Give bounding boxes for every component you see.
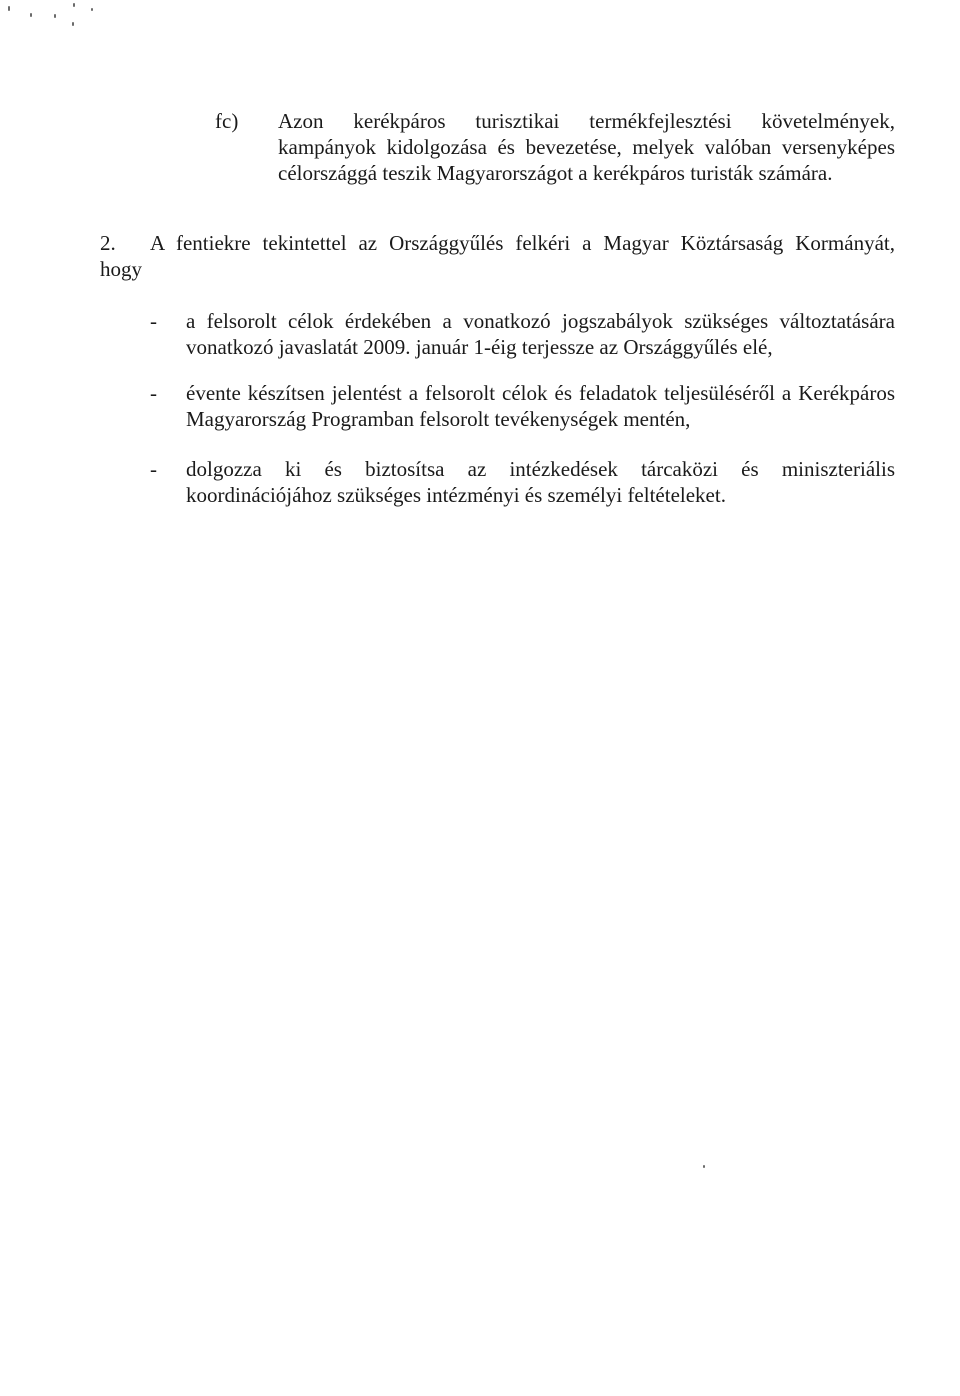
scan-speck — [72, 22, 74, 26]
list-item-line-2: Magyarország Programban felsorolt tevékenységek mentén, — [186, 407, 691, 431]
scan-speck — [703, 1165, 705, 1168]
scan-speck — [8, 6, 10, 11]
list-item — [186, 456, 895, 508]
list-item-line-2: koordinációjához szükséges intézményi és személyi feltételeket. — [186, 483, 726, 507]
list-dash: - — [150, 457, 157, 481]
section-intro — [150, 230, 895, 256]
list-item-line-1: dolgozza ki és biztosítsa az intézkedések tárcaközi és miniszteriális — [186, 457, 895, 481]
list-item — [186, 380, 895, 432]
section-intro-line-1: A fentiekre tekintettel az Országgyűlés felkéri a Magyar Köztársaság Kormányát, — [150, 231, 895, 255]
scan-speck — [30, 13, 32, 17]
list-item-line-1: évente készítsen jelentést a felsorolt célok és feladatok teljesüléséről a Kerékpáros — [186, 381, 895, 405]
scan-speck — [91, 8, 93, 11]
scan-speck — [54, 14, 56, 18]
fc-line-2: kampányok kidolgozása és bevezetése, melyek valóban versenyképes — [278, 135, 895, 159]
list-item — [186, 308, 895, 360]
fc-paragraph — [278, 108, 895, 186]
scan-speck — [73, 3, 75, 7]
item-label-fc: fc) — [215, 109, 239, 133]
list-item-line-1: a felsorolt célok érdekében a vonatkozó jogszabályok szükséges változtatására — [186, 309, 895, 333]
fc-line-1: Azon kerékpáros turisztikai termékfejlesztési követelmények, — [278, 109, 895, 133]
fc-line-3: célországgá teszik Magyarországot a kerékpáros turisták számára. — [278, 161, 833, 185]
list-item-line-2: vonatkozó javaslatát 2009. január 1-éig terjessze az Országgyűlés elé, — [186, 335, 773, 359]
section-number: 2. — [100, 231, 116, 255]
list-dash: - — [150, 309, 157, 333]
list-dash: - — [150, 381, 157, 405]
section-intro-line-2: hogy — [100, 257, 142, 281]
